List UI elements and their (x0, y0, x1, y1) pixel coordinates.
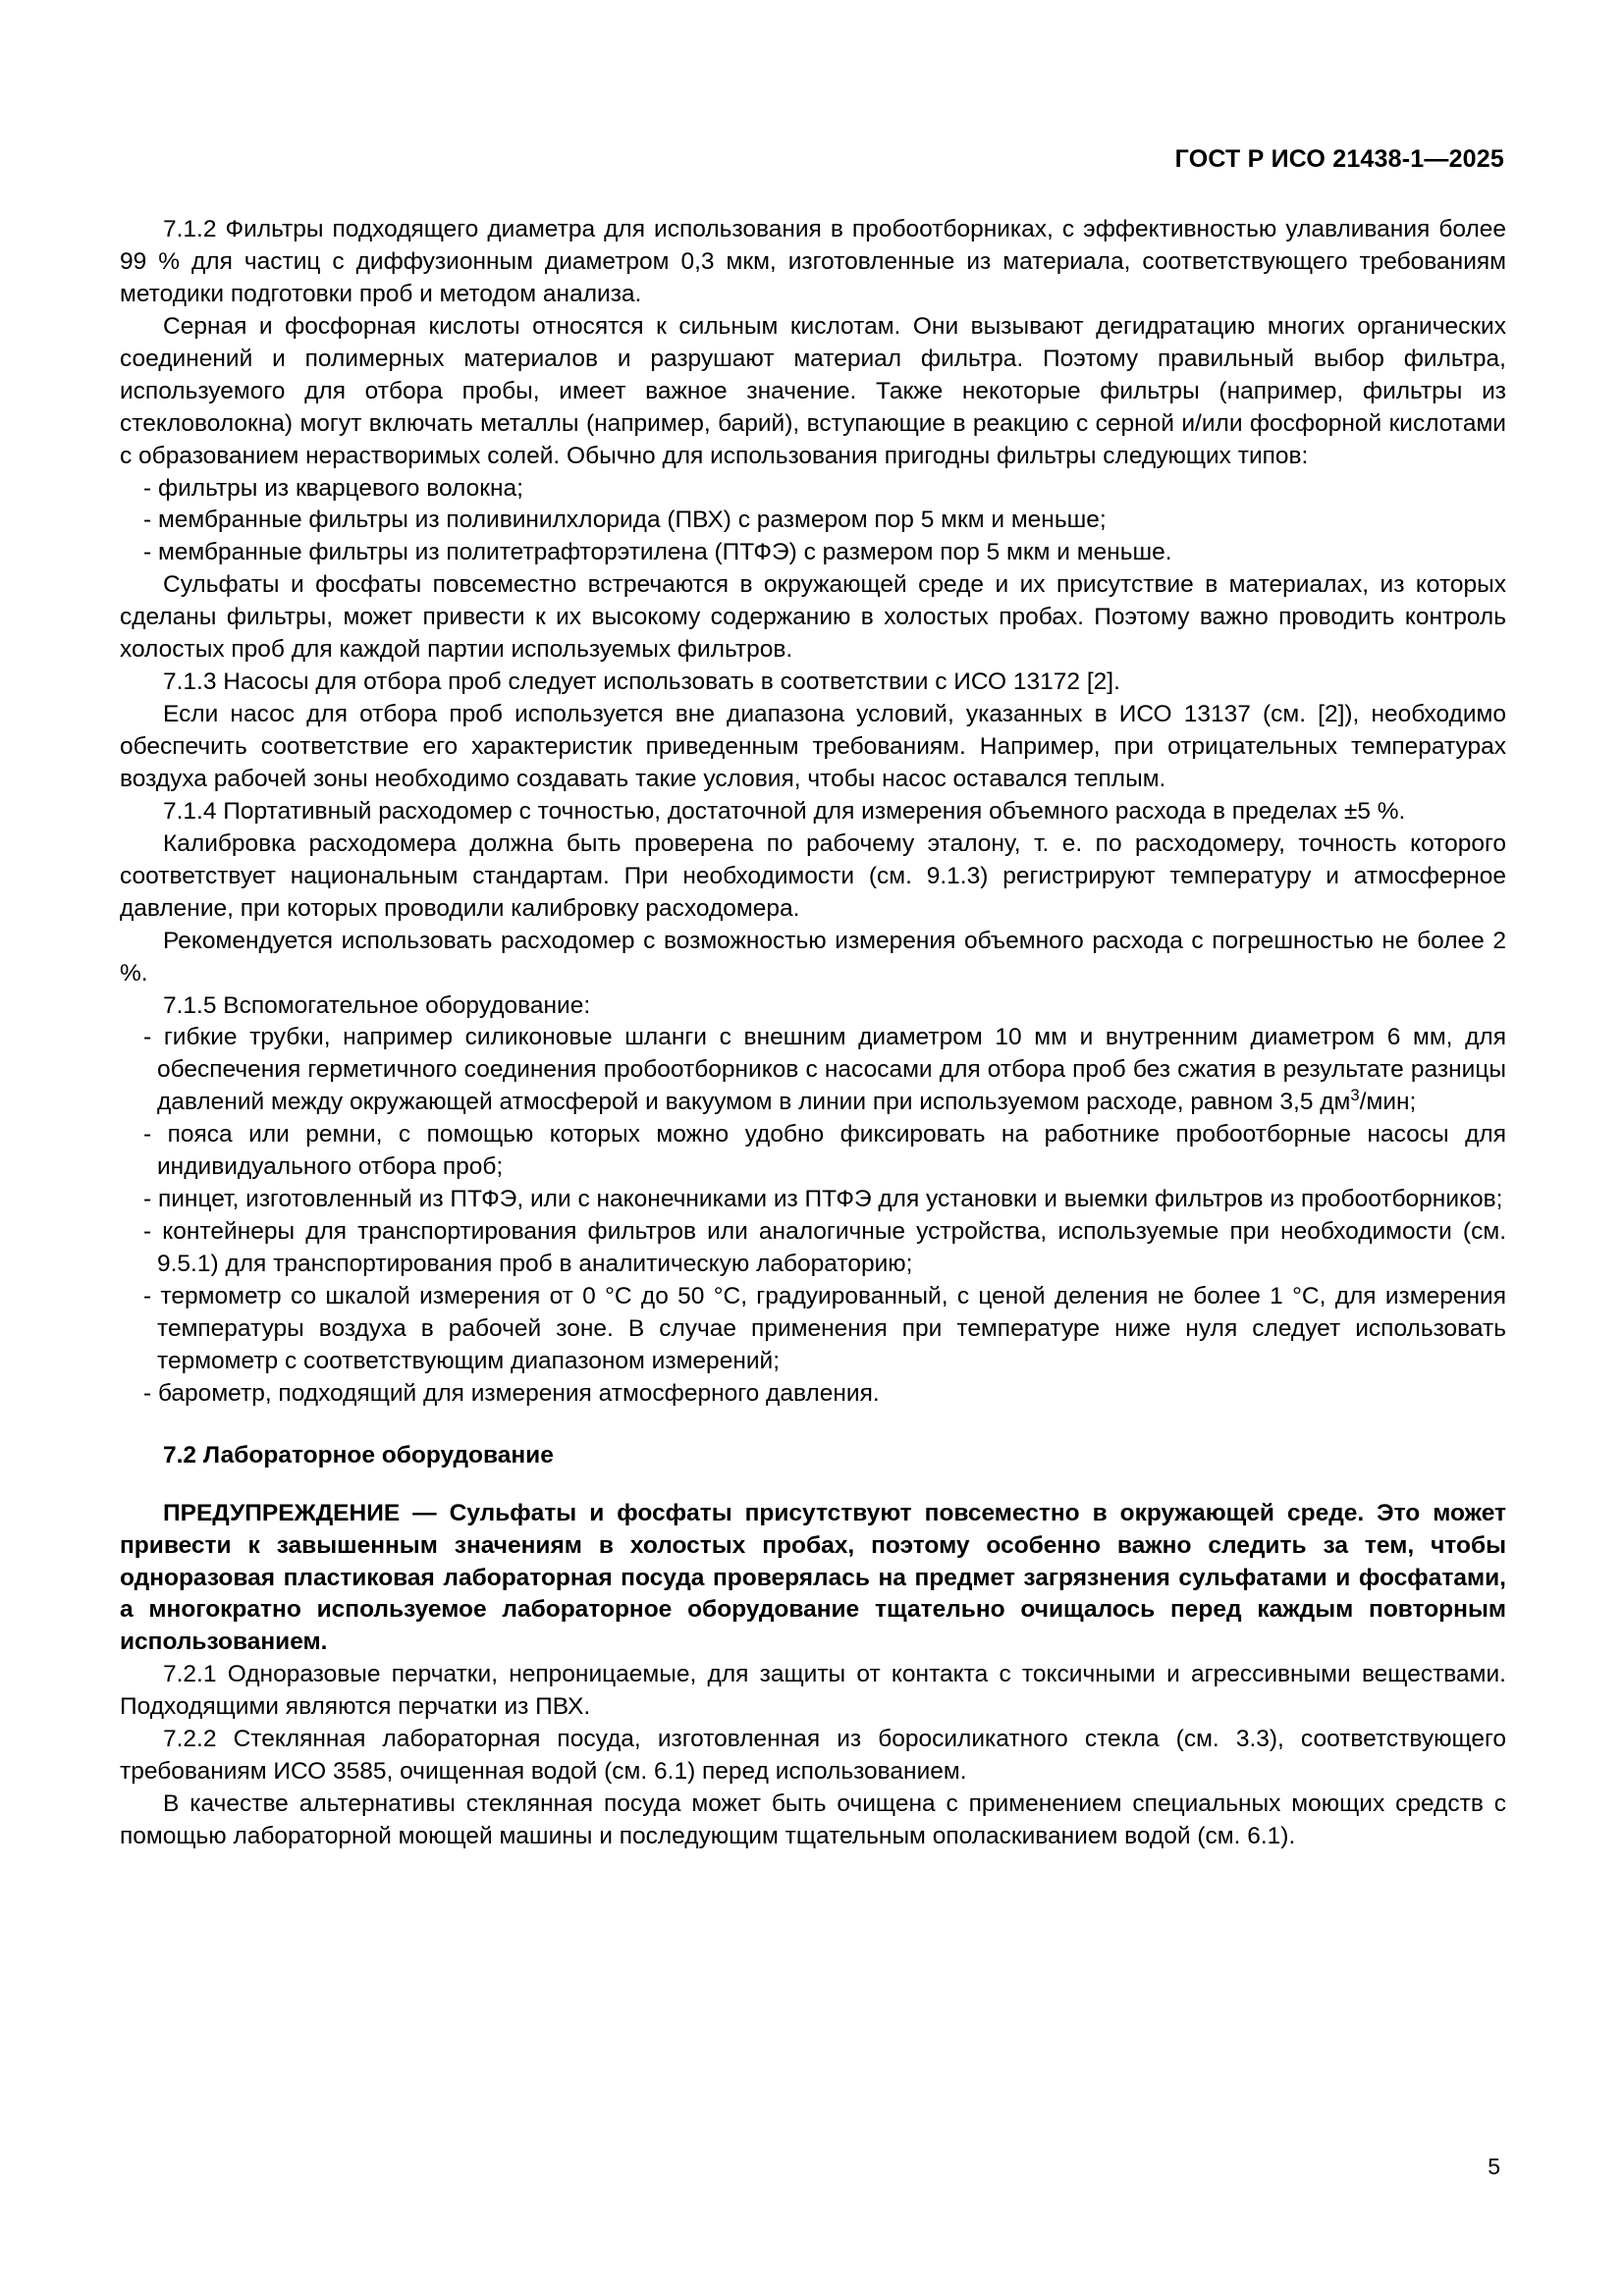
paragraph-7-1-5: 7.1.5 Вспомогательное оборудование: (163, 991, 591, 1019)
paragraph-glassware-alternative: В качестве альтернативы стеклянная посуда может быть очищена с применением специальных моющих средств с помощью лабораторной моющей машины и последующим тщательным ополаскиванием водой (см. 6.1). (120, 1790, 1506, 1849)
page-number: 5 (1488, 2154, 1500, 2179)
spacer (120, 1411, 1506, 1440)
list-item: - пояса или ремни, с помощью которых можно удобно фиксировать на работнике пробоотборные насосы для индивидуального отбора проб; (143, 1121, 1506, 1181)
paragraph-pump-conditions: Если насос для отбора проб используется вне диапазона условий, указанных в ИСО 13137 (см. [2]), необходимо обеспечить соответствие его характеристик приведенным требованиям. Например, при отрицательных температурах воздуха рабочей зоны необходимо создавать такие условия, чтобы насос оставался теплым. (120, 701, 1506, 792)
page-header-standard-id: ГОСТ Р ИСО 21438-1—2025 (1174, 145, 1504, 173)
section-heading-7-2: 7.2 Лабораторное оборудование (163, 1441, 554, 1468)
paragraph-flowmeter-accuracy: Рекомендуется использовать расходомер с возможностью измерения объемного расхода с погрешностью не более 2 %. (120, 927, 1506, 987)
superscript-exponent: 3 (1350, 1086, 1360, 1105)
list-item (120, 1022, 1506, 1119)
warning-note: ПРЕДУПРЕЖДЕНИЕ — Сульфаты и фосфаты присутствуют повсеместно в окружающей среде. Это может привести к завышенным значениям в холостых пробах, поэтому особенно важно следить за тем, чтобы одноразовая пластиковая лабораторная посуда проверялась на предмет загрязнения сульфатами и фосфатами, а многократно используемое лабораторное оборудование тщательно очищалось перед каждым повторным использованием. (120, 1499, 1506, 1656)
spacer (120, 1472, 1506, 1498)
list-item: - термометр со шкалой измерения от 0 °C до 50 °C, градуированный, с ценой деления не более 1 °C, для измерения температуры воздуха в рабочей зоне. В случае применения при температуре ниже нуля следует использовать термометр с соответствующим диапазоном измерений; (143, 1282, 1506, 1374)
paragraph-acids: Серная и фосфорная кислоты относятся к сильным кислотам. Они вызывают дегидратацию многих органических соединений и полимерных материалов и разрушают материал фильтра. Поэтому правильный выбор фильтра, используемого для отбора пробы, имеет важное значение. Также некоторые фильтры (например, фильтры из стекловолокна) могут включать металлы (например, барий), вступающие в реакцию с серной и/или фосфорной кислотами с образованием нерастворимых солей. Обычно для использования пригодны фильтры следующих типов: (120, 312, 1506, 469)
list-item-text-b: /мин; (1359, 1089, 1417, 1116)
paragraph-7-1-4: 7.1.4 Портативный расходомер с точностью, достаточной для измерения объемного расхода в пределах ±5 %. (163, 797, 1406, 825)
page-content (120, 214, 1506, 1853)
paragraph-7-1-2: 7.1.2 Фильтры подходящего диаметра для использования в пробоотборниках, с эффективностью улавливания более 99 % для частиц с диффузионным диаметром 0,3 мкм, изготовленные из материала, соответствующего требованиям методики подготовки проб и методом анализа. (120, 216, 1506, 307)
paragraph-7-2-1: 7.2.1 Одноразовые перчатки, непроницаемые, для защиты от контакта с токсичными и агрессивными веществами. Подходящими являются перчатки из ПВХ. (120, 1661, 1506, 1721)
paragraph-sulfates-phosphates: Сульфаты и фосфаты повсеместно встречаются в окружающей среде и их присутствие в материалах, из которых сделаны фильтры, может привести к их высокому содержанию в холостых пробах. Поэтому важно проводить контроль холостых проб для каждой партии используемых фильтров. (120, 571, 1506, 664)
list-item: - мембранные фильтры из поливинилхлорида (ПВХ) с размером пор 5 мкм и меньше; (143, 507, 1107, 534)
list-item: - барометр, подходящий для измерения атмосферного давления. (143, 1379, 880, 1407)
list-item: - пинцет, изготовленный из ПТФЭ, или с наконечниками из ПТФЭ для установки и выемки фильтров из пробоотборников; (143, 1186, 1503, 1213)
list-item-text-a: - гибкие трубки, например силиконовые шланги с внешним диаметром 10 мм и внутренним диаметром 6 мм, для обеспечения герметичного соединения пробоотборников с насосами для отбора проб без сжатия в результате разницы давлений между окружающей атмосферой и вакуумом в линии при используемом расходе, равном 3,5 дм (143, 1024, 1506, 1116)
paragraph-7-2-2: 7.2.2 Стеклянная лабораторная посуда, изготовленная из боросиликатного стекла (см. 3.3), соответствующего требованиям ИСО 3585, очищенная водой (см. 6.1) перед использованием. (120, 1726, 1506, 1786)
paragraph-7-1-3: 7.1.3 Насосы для отбора проб следует использовать в соответствии с ИСО 13172 [2]. (163, 668, 1120, 696)
list-item: - контейнеры для транспортирования фильтров или аналогичные устройства, используемые при необходимости (см. 9.5.1) для транспортирования проб в аналитическую лабораторию; (143, 1218, 1506, 1277)
list-item: - мембранные фильтры из политетрафторэтилена (ПТФЭ) с размером пор 5 мкм и меньше. (143, 539, 1172, 566)
list-item: - фильтры из кварцевого волокна; (143, 474, 523, 502)
paragraph-flowmeter-calibration: Калибровка расходомера должна быть проверена по рабочему эталону, т. е. по расходомеру, точность которого соответствует национальным стандартам. При необходимости (см. 9.1.3) регистрируют температуру и атмосферное давление, при которых проводили калибровку расходомера. (120, 829, 1506, 922)
